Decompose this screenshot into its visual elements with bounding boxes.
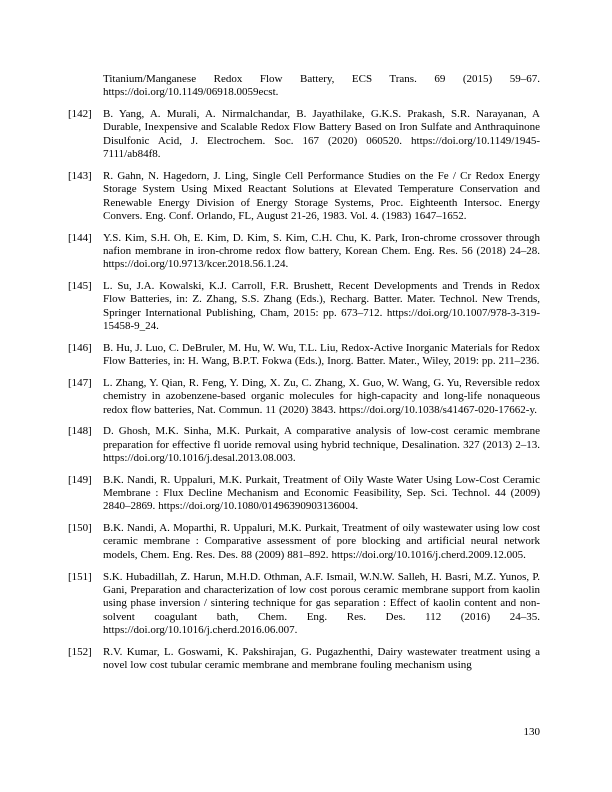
- reference-entry-152: [68, 646, 540, 673]
- reference-number: [149]: [68, 473, 92, 486]
- reference-text: R. Gahn, N. Hagedorn, J. Ling, Single Cell Performance Studies on the Fe / Cr Redox Energy Storage System Using Mixed Reactant Solutions at Elevated Temperature Conservation and Renewable Energy Division of Energy Storage Systems, Proc. Eighteenth Intersoc. Energy Convers. Eng. Conf. Orlando, FL, August 21-26, 1983. Vol. 4. (1983) 1647–1652.: [103, 169, 540, 222]
- reference-entry-146: [68, 342, 540, 369]
- reference-entry-143: [68, 170, 540, 223]
- reference-number: [144]: [68, 231, 92, 244]
- reference-text: D. Ghosh, M.K. Sinha, M.K. Purkait, A comparative analysis of low-cost ceramic membrane preparation for effective fl uoride removal using hybrid technique, Desalination. 327 (2013) 2–13. https://doi.org/10.1016/j.desal.2013.08.003.: [103, 425, 540, 464]
- reference-entry-151: [68, 571, 540, 638]
- reference-entry-148: [68, 425, 540, 465]
- reference-text: Titanium/Manganese Redox Flow Battery, ECS Trans. 69 (2015) 59–67. https://doi.org/10.1149/06918.0059ecst.: [103, 73, 540, 99]
- reference-text: B.K. Nandi, R. Uppaluri, M.K. Purkait, Treatment of Oily Waste Water Using Low-Cost Ceramic Membrane : Flux Decline Mechanism and Economic Feasibility, Sep. Sci. Technol. 44 (2009) 2840–2869. https://doi.org/10.1080/01496390903136004.: [103, 473, 540, 513]
- reference-number: [143]: [68, 169, 92, 182]
- page-number: 130: [523, 726, 540, 738]
- reference-text: Y.S. Kim, S.H. Oh, E. Kim, D. Kim, S. Kim, C.H. Chu, K. Park, Iron-chrome crossover through nafion membrane in iron-chrome redox flow battery, Korean Chem. Eng. Res. 56 (2018) 24–28. https://doi.org/10.9713/kcer.2018.56.1.24.: [103, 231, 540, 271]
- reference-text: B. Hu, J. Luo, C. DeBruler, M. Hu, W. Wu, T.L. Liu, Redox-Active Inorganic Materials for Redox Flow Batteries, in: H. Wang, B.P.T. Fokwa (Eds.), Inorg. Batter. Mater., Wiley, 2019: pp. 211–236.: [103, 341, 540, 368]
- reference-text: B. Yang, A. Murali, A. Nirmalchandar, B. Jayathilake, G.K.S. Prakash, S.R. Narayanan, A Durable, Inexpensive and Scalable Redox Flow Battery Based on Iron Sulfate and Anthraquinone Disulfonic Acid, J. Electrochem. Soc. 167 (2020) 060520. https://doi.org/10.1149/1945-7111/ab84f8.: [103, 108, 540, 161]
- reference-text: B.K. Nandi, A. Moparthi, R. Uppaluri, M.K. Purkait, Treatment of oily wastewater using low cost ceramic membrane : Comparative assessment of pore blocking and artificial neural network models, Chem. Eng. Res. Des. 88 (2009) 881–892. https://doi.org/10.1016/j.cherd.2009.12.005.: [103, 522, 540, 561]
- reference-entry-149: [68, 474, 540, 514]
- reference-number: [150]: [68, 522, 92, 535]
- reference-number: [142]: [68, 108, 92, 121]
- reference-entry-continuation: [68, 73, 540, 100]
- reference-entry-142: [68, 108, 540, 161]
- reference-text: L. Su, J.A. Kowalski, K.J. Carroll, F.R. Brushett, Recent Developments and Trends in Redox Flow Batteries, in: Z. Zhang, S.S. Zhang (Eds.), Recharg. Batter. Mater. Technol. New Trends, Springer International Publishing, Cham, 2015: pp. 673–712. https://doi.org/10.1007/978-3-319-15458-9_24.: [103, 280, 540, 333]
- reference-number: [146]: [68, 341, 92, 354]
- reference-number: [151]: [68, 570, 92, 583]
- reference-text: R.V. Kumar, L. Goswami, K. Pakshirajan, G. Pugazhenthi, Dairy wastewater treatment using a novel low cost tubular ceramic membrane and membrane fouling mechanism using: [103, 645, 540, 672]
- reference-text: S.K. Hubadillah, Z. Harun, M.H.D. Othman, A.F. Ismail, W.N.W. Salleh, H. Basri, M.Z. Yunos, P. Gani, Preparation and characterization of low cost porous ceramic membrane support from kaolin using phase inversion / sintering technique for gas separation : Effect of kaolin content and non-solvent coagulant bath, Chem. Eng. Res. Des. 112 (2016) 24–35. https://doi.org/10.1016/j.cherd.2016.06.007.: [103, 570, 540, 636]
- reference-number: [152]: [68, 645, 92, 658]
- reference-text: L. Zhang, Y. Qian, R. Feng, Y. Ding, X. Zu, C. Zhang, X. Guo, W. Wang, G. Yu, Reversible redox chemistry in azobenzene-based organic molecules for high-capacity and long-life nonaqueous redox flow batteries, Nat. Commun. 11 (2020) 3843. https://doi.org/10.1038/s41467-020-17662-y.: [103, 376, 540, 416]
- reference-number: [145]: [68, 280, 92, 293]
- reference-entry-145: [68, 280, 540, 333]
- reference-number: [147]: [68, 376, 92, 389]
- reference-entry-144: [68, 232, 540, 272]
- reference-number: [148]: [68, 425, 92, 438]
- references-list: [68, 73, 540, 681]
- reference-entry-147: [68, 377, 540, 417]
- reference-entry-150: [68, 522, 540, 562]
